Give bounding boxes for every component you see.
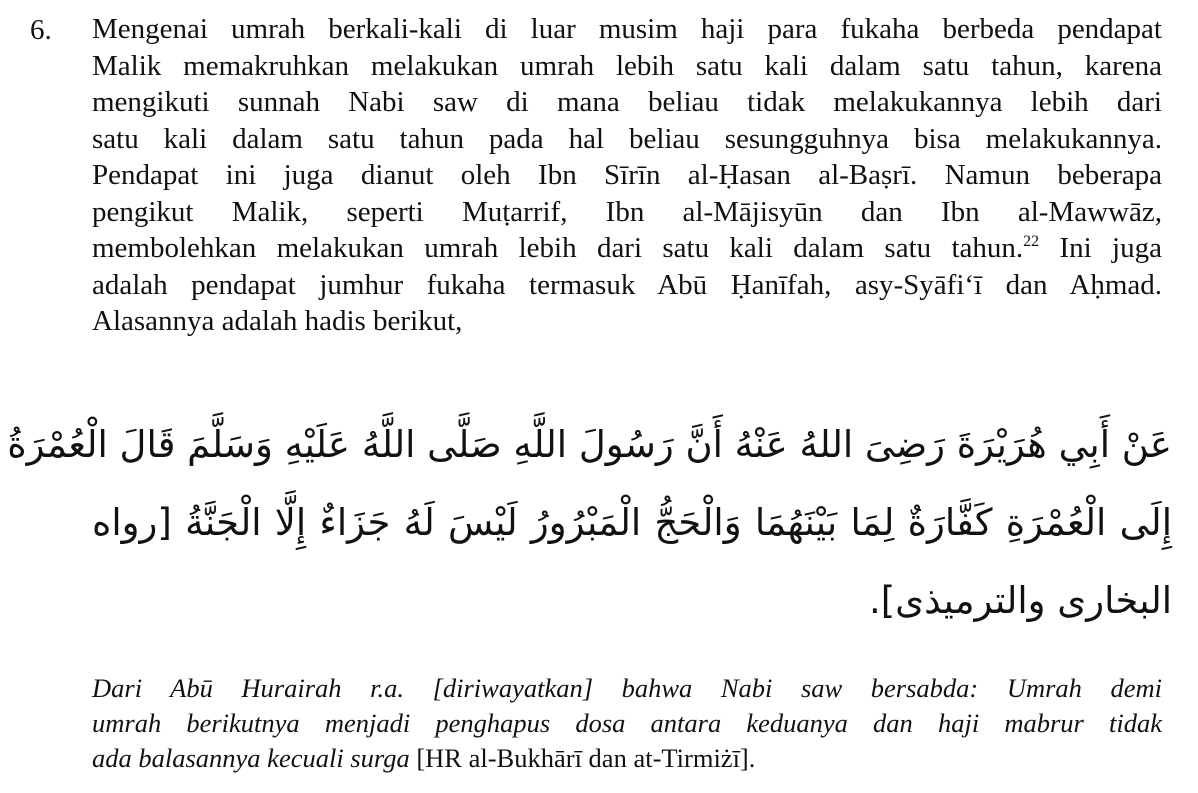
paragraph-line: Alasannya adalah hadis berikut,	[92, 305, 463, 337]
translation-italic-text: ada balasannya kecuali surga	[92, 743, 410, 773]
hadith-source-citation: [HR al-Bukhārī dan at-Tirmiżī].	[409, 743, 756, 773]
paragraph-line: Malik memakruhkan melakukan umrah lebih satu kali dalam satu tahun, karena	[92, 49, 1162, 82]
translation-line: umrah berikutnya menjadi penghapus dosa antara keduanya dan haji mabrur tidak	[92, 708, 1162, 738]
paragraph-line-text: membolehkan melakukan umrah lebih dari satu kali dalam satu tahun.	[92, 232, 1024, 264]
footnote-reference[interactable]: 22	[1023, 233, 1040, 250]
arabic-line: إِلَى الْعُمْرَةِ كَفَّارَةٌ لِمَا بَيْنَهُمَا وَالْحَجُّ الْمَبْرُورُ لَيْسَ لَهُ جَزَاءٌ إِلَّا الْجَنَّةُ [رواه	[92, 501, 1172, 544]
paragraph-line: mengikuti sunnah Nabi saw di mana beliau tidak melakukannya lebih dari	[92, 86, 1162, 118]
arabic-line: البخارى والترميذى].	[868, 579, 1172, 622]
hadith-translation	[92, 671, 1162, 776]
list-item-number: 6.	[30, 14, 52, 46]
paragraph-line: pengikut Malik, seperti Muṭarrif, Ibn al-Mājisyūn dan Ibn al-Mawwāz,	[92, 195, 1162, 228]
translation-line: Dari Abū Hurairah r.a. [diriwayatkan] bahwa Nabi saw bersabda: Umrah demi	[92, 673, 1162, 703]
paragraph	[92, 11, 1162, 340]
paragraph-line: Mengenai umrah berkali-kali di luar musim haji para fukaha berbeda pendapat	[92, 13, 1162, 45]
arabic-line: عَنْ أَبِي هُرَيْرَةَ رَضِىَ اللهُ عَنْهُ أَنَّ رَسُولَ اللَّهِ صَلَّى اللَّهُ عَلَيْهِ وَسَلَّمَ قَالَ الْعُمْرَةُ	[7, 423, 1172, 466]
paragraph-line-with-footnote	[92, 230, 1162, 267]
paragraph-line: Pendapat ini juga dianut oleh Ibn Sīrīn al-Ḥasan al-Baṣrī. Namun beberapa	[92, 159, 1162, 191]
paragraph-line: satu kali dalam satu tahun pada hal beliau sesungguhnya bisa melakukannya.	[92, 122, 1162, 155]
paragraph-line: adalah pendapat jumhur fukaha termasuk Abū Ḥanīfah, asy-Syāfi‘ī dan Aḥmad.	[92, 268, 1162, 301]
translation-line	[92, 741, 1162, 776]
hadith-arabic-text	[7, 415, 1172, 631]
paragraph-line-tail: Ini juga	[1039, 232, 1162, 264]
